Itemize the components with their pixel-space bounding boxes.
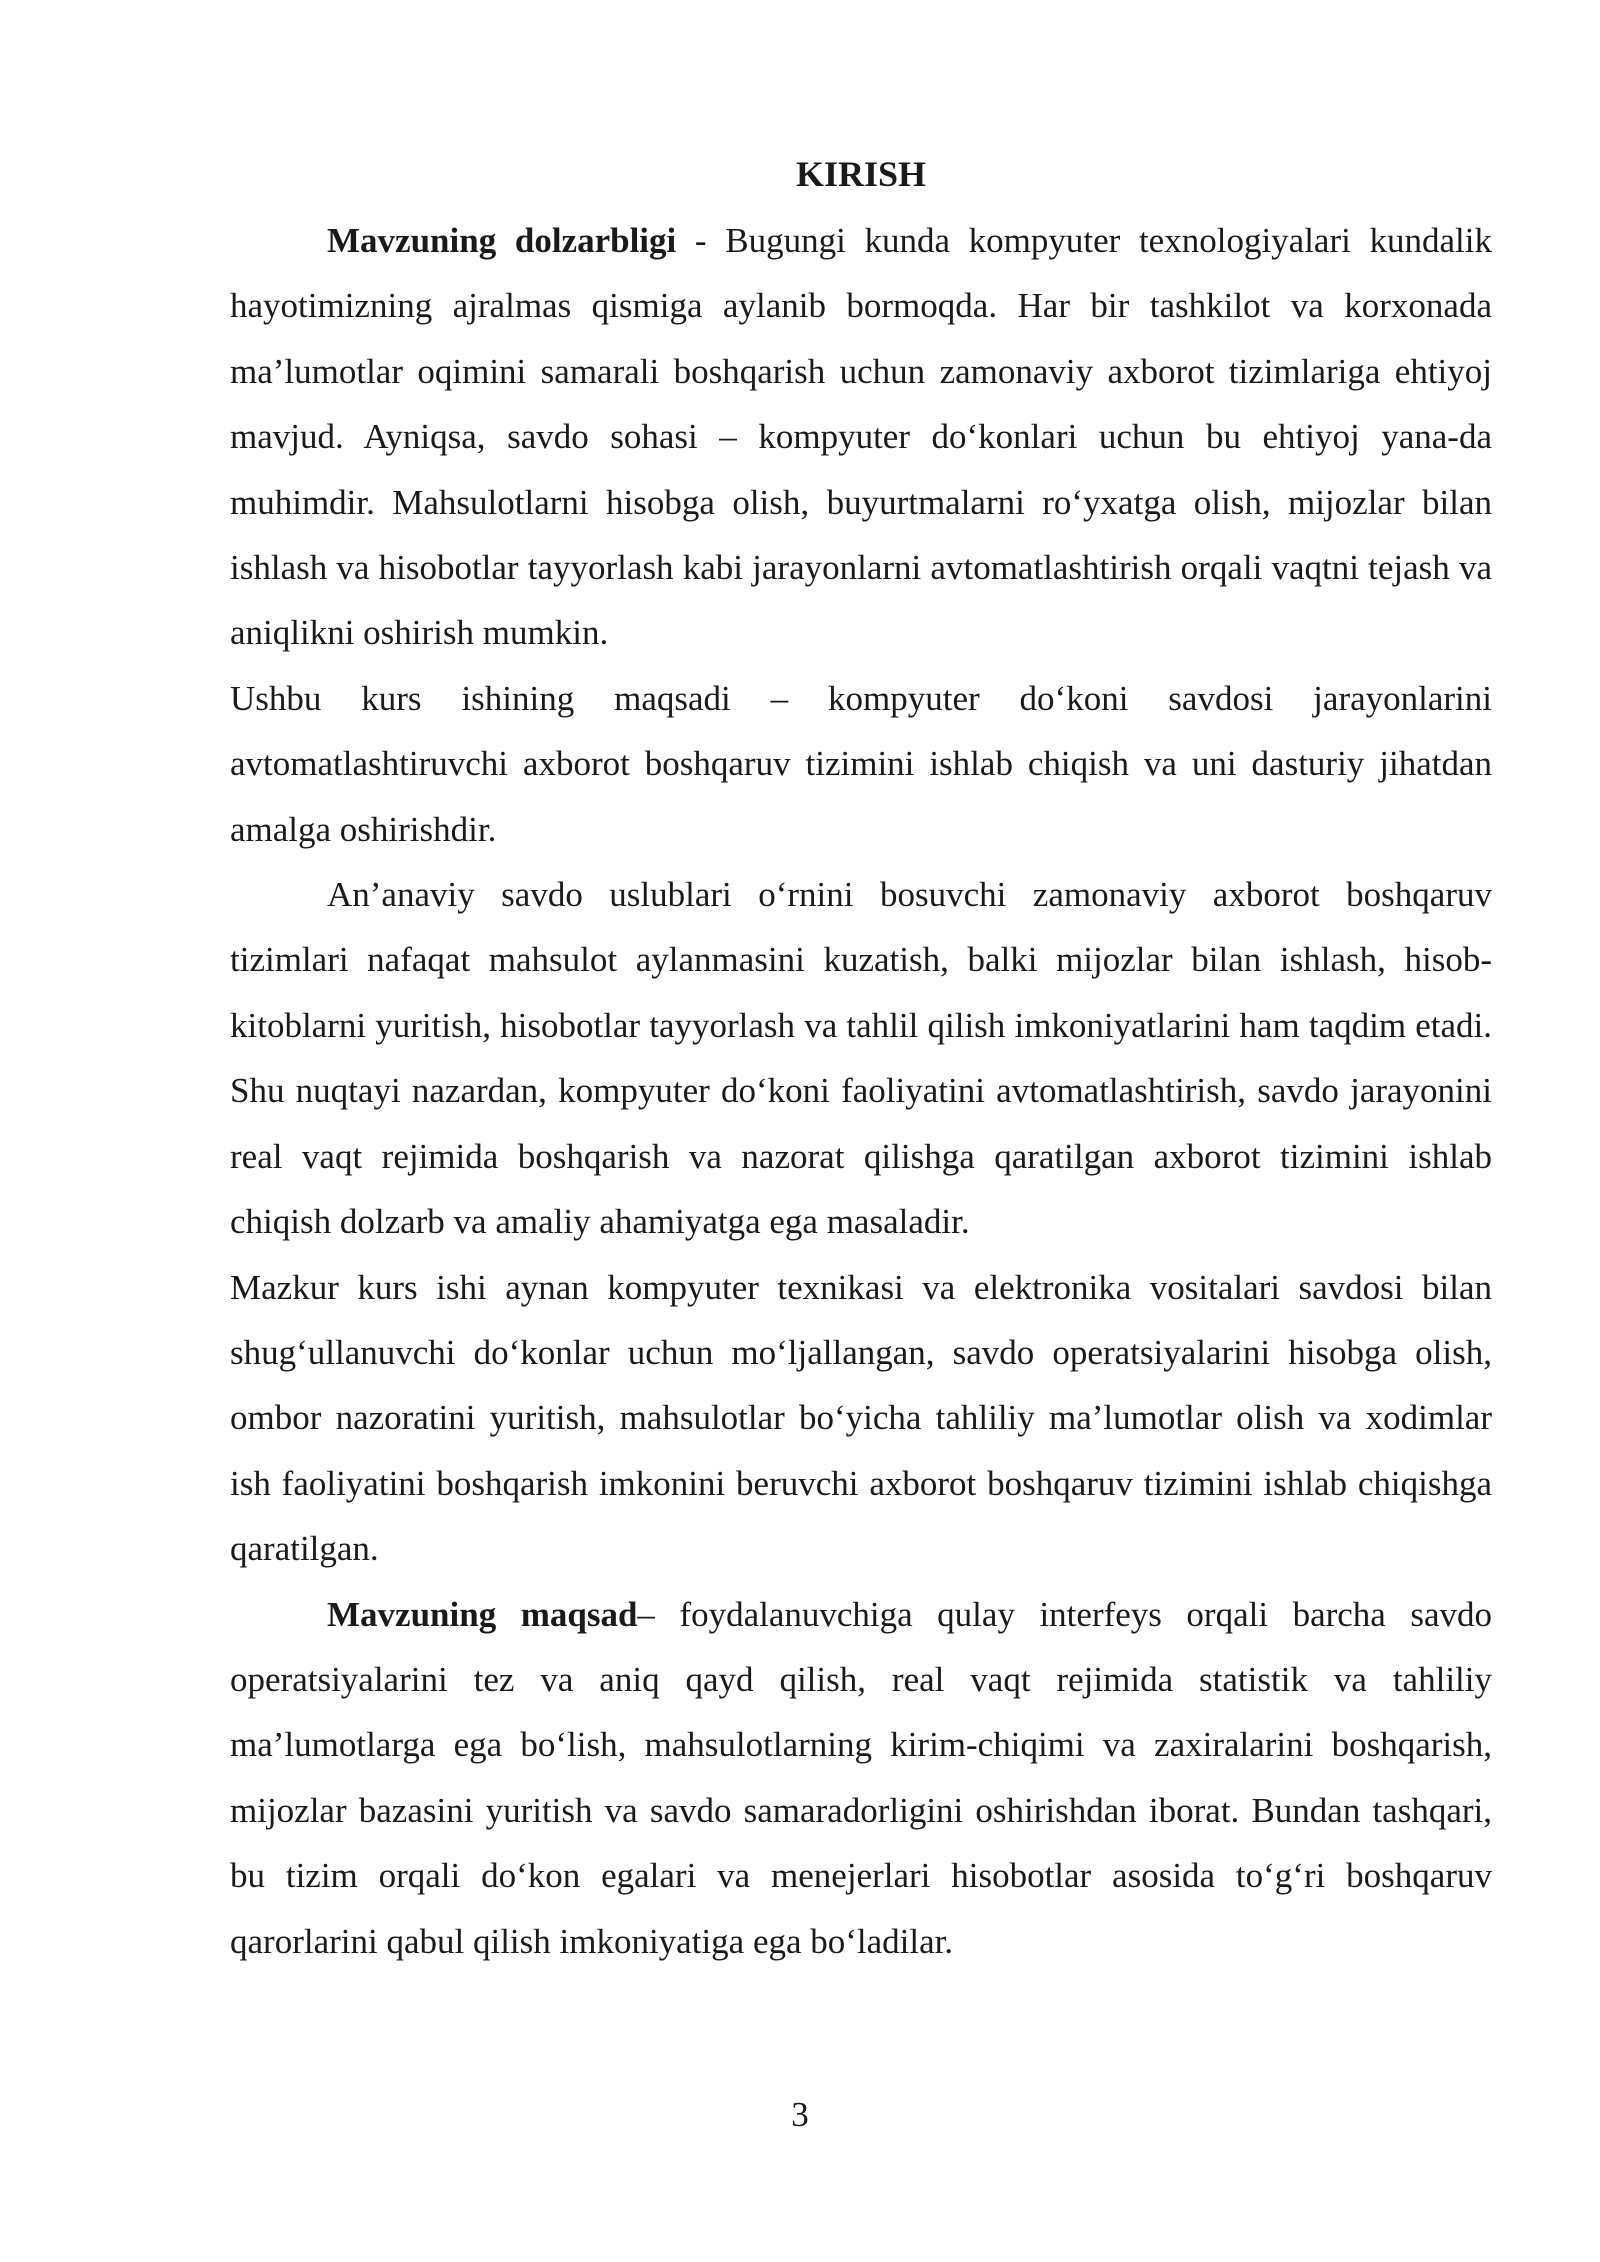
paragraph-relevance xyxy=(230,208,1492,666)
paragraph-body: Mazkur kurs ishi aynan kompyuter texnikasi va elektronika vositalari savdosi bilan shug‘ullanuvchi do‘konlar uchun mo‘ljallangan, savdo operatsiyalarini hisobga olish, ombor nazoratini yuritish, mahsulotlar bo‘yicha tahliliy ma’lumotlar olish va xodimlar ish faoliyatini boshqarish imkonini beruvchi axborot boshqaruv tizimini ishlab chiqishga qaratilgan. xyxy=(230,1267,1492,1569)
paragraph-topic-goal xyxy=(230,1582,1492,1974)
paragraph-lead-bold: Mavzuning dolzarbligi xyxy=(327,221,677,260)
paragraph-body: – foydalanuvchiga qulay interfeys orqali barcha savdo operatsiyalarini tez va aniq qayd qilish, real vaqt rejimida statistik va tahliliy ma’lumotlarga ega bo‘lish, mahsulotlarning kirim-chiqimi va zaxiralarini boshqarish, mijozlar bazasini yuritish va savdo samaradorligini oshirishdan iborat. Bundan tashqari, bu tizim orqali do‘kon egalari va menejerlari hisobotlar asosida to‘g‘ri boshqaruv qarorlarini qabul qilish imkoniyatiga ega bo‘ladilar. xyxy=(230,1594,1492,1961)
paragraph-body: Ushbu kurs ishining maqsadi – kompyuter do‘koni savdosi jarayonlarini avtomatlashtiruvchi axborot boshqaruv tizimini ishlab chiqish va uni dasturiy jihatdan amalga oshirishdir. xyxy=(230,678,1492,849)
paragraph-body: - Bugungi kunda kompyuter texnologiyalari kundalik hayotimizning ajralmas qismiga aylanib bormoqda. Har bir tashkilot va korxonada ma’lumotlar oqimini samarali boshqarish uchun zamonaviy axborot tizimlariga ehtiyoj mavjud. Ayniqsa, savdo sohasi – kompyuter do‘konlari uchun bu ehtiyoj yana-da muhimdir. Mahsulotlarni hisobga olish, buyurtmalarni ro‘yxatga olish, mijozlar bilan ishlash va hisobotlar tayyorlash kabi jarayonlarni avtomatlashtirish orqali vaqtni tejash va aniqlikni oshirish mumkin. xyxy=(230,221,1492,653)
paragraph-course-scope xyxy=(230,1255,1492,1582)
page-number: 3 xyxy=(791,2095,809,2134)
section-heading: KIRISH xyxy=(795,154,927,194)
paragraph-lead-bold: Mavzuning maqsad xyxy=(327,1594,638,1634)
document-page xyxy=(230,148,1492,1974)
paragraph-body: An’anaviy savdo uslublari o‘rnini bosuvchi zamonaviy axborot boshqaruv tizimlari nafaqat mahsulot aylanmasini kuzatish, balki mijozlar bilan ishlash, hisob-kitoblarni yuritish, hisobotlar tayyorlash va tahlil qilish imkoniyatlarini ham taqdim etadi. Shu nuqtayi nazardan, kompyuter do‘koni faoliyatini avtomatlashtirish, savdo jarayonini real vaqt rejimida boshqarish va nazorat qilishga qaratilgan axborot tizimini ishlab chiqish dolzarb va amaliy ahamiyatga ega masaladir. xyxy=(230,875,1492,1242)
paragraph-course-goal xyxy=(230,666,1492,862)
paragraph-traditional-trade xyxy=(230,862,1492,1254)
